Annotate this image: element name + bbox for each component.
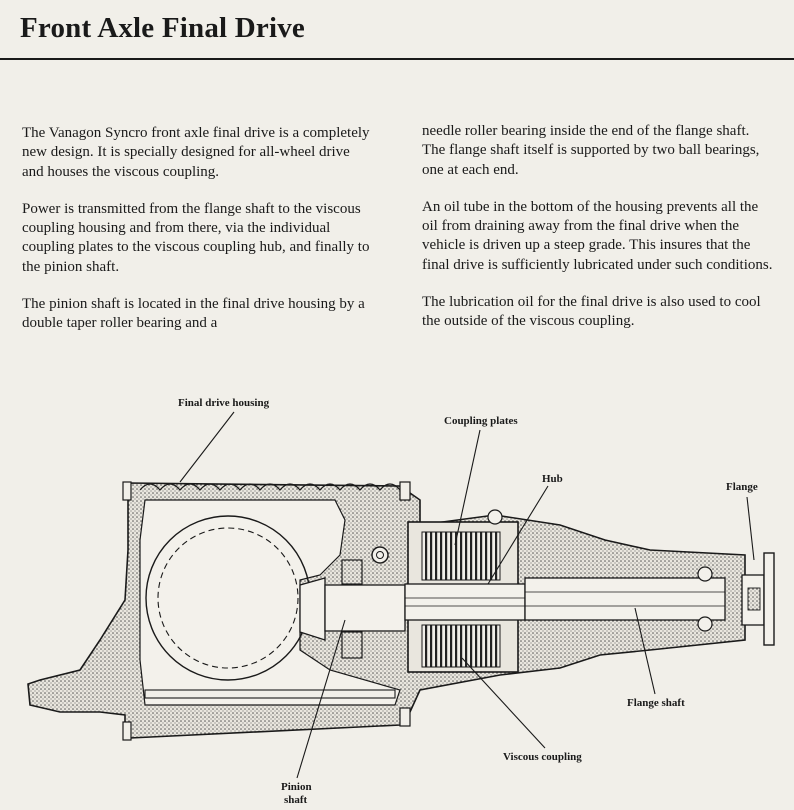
label-viscous-coupling: Viscous coupling [503, 751, 582, 763]
label-final-drive-housing: Final drive housing [178, 397, 270, 409]
label-flange: Flange [726, 481, 758, 493]
paragraph-intro: The Vanagon Syncro front axle final drive is a completely new design. It is specially designed for all-wheel drive and houses the viscous coupling. [22, 125, 370, 180]
page-title: Front Axle Final Drive [20, 12, 305, 44]
label-pinion-shaft-line2: shaft [284, 794, 308, 806]
label-coupling-plates: Coupling plates [444, 415, 518, 427]
paragraph-lubrication: The lubrication oil for the final drive is also used to cool the outside of the viscous coupling. [422, 294, 761, 330]
oil-tube [145, 690, 395, 698]
label-flange-shaft: Flange shaft [627, 697, 685, 709]
label-pinion-shaft-line1: Pinion [281, 781, 312, 793]
flange-shape [742, 553, 774, 645]
paragraph-pinion-shaft: The pinion shaft is located in the final drive housing by a double taper roller bearing and a [22, 296, 365, 332]
paragraph-power-flow: Power is transmitted from the flange shaft to the viscous coupling housing and from there, via the individual coupling plates to the viscous coupling hub, and finally to the pinion shaft. [22, 200, 370, 275]
paragraph-bearings: needle roller bearing inside the end of the flange shaft. The flange shaft itself is supported by two ball bearings, one at each end. [422, 123, 760, 178]
text-column-left [22, 124, 374, 352]
paragraph-oil-tube: An oil tube in the bottom of the housing prevents all the oil from draining away from the final drive when the vehicle is driven up a steep grade. This insures that the final drive is sufficiently lubricated under such conditions. [422, 198, 773, 273]
text-column-right [422, 122, 774, 350]
label-hub: Hub [542, 473, 563, 485]
final-drive-cutaway-diagram [0, 380, 794, 810]
title-rule [0, 58, 794, 60]
viscous-coupling-shape [405, 510, 525, 672]
